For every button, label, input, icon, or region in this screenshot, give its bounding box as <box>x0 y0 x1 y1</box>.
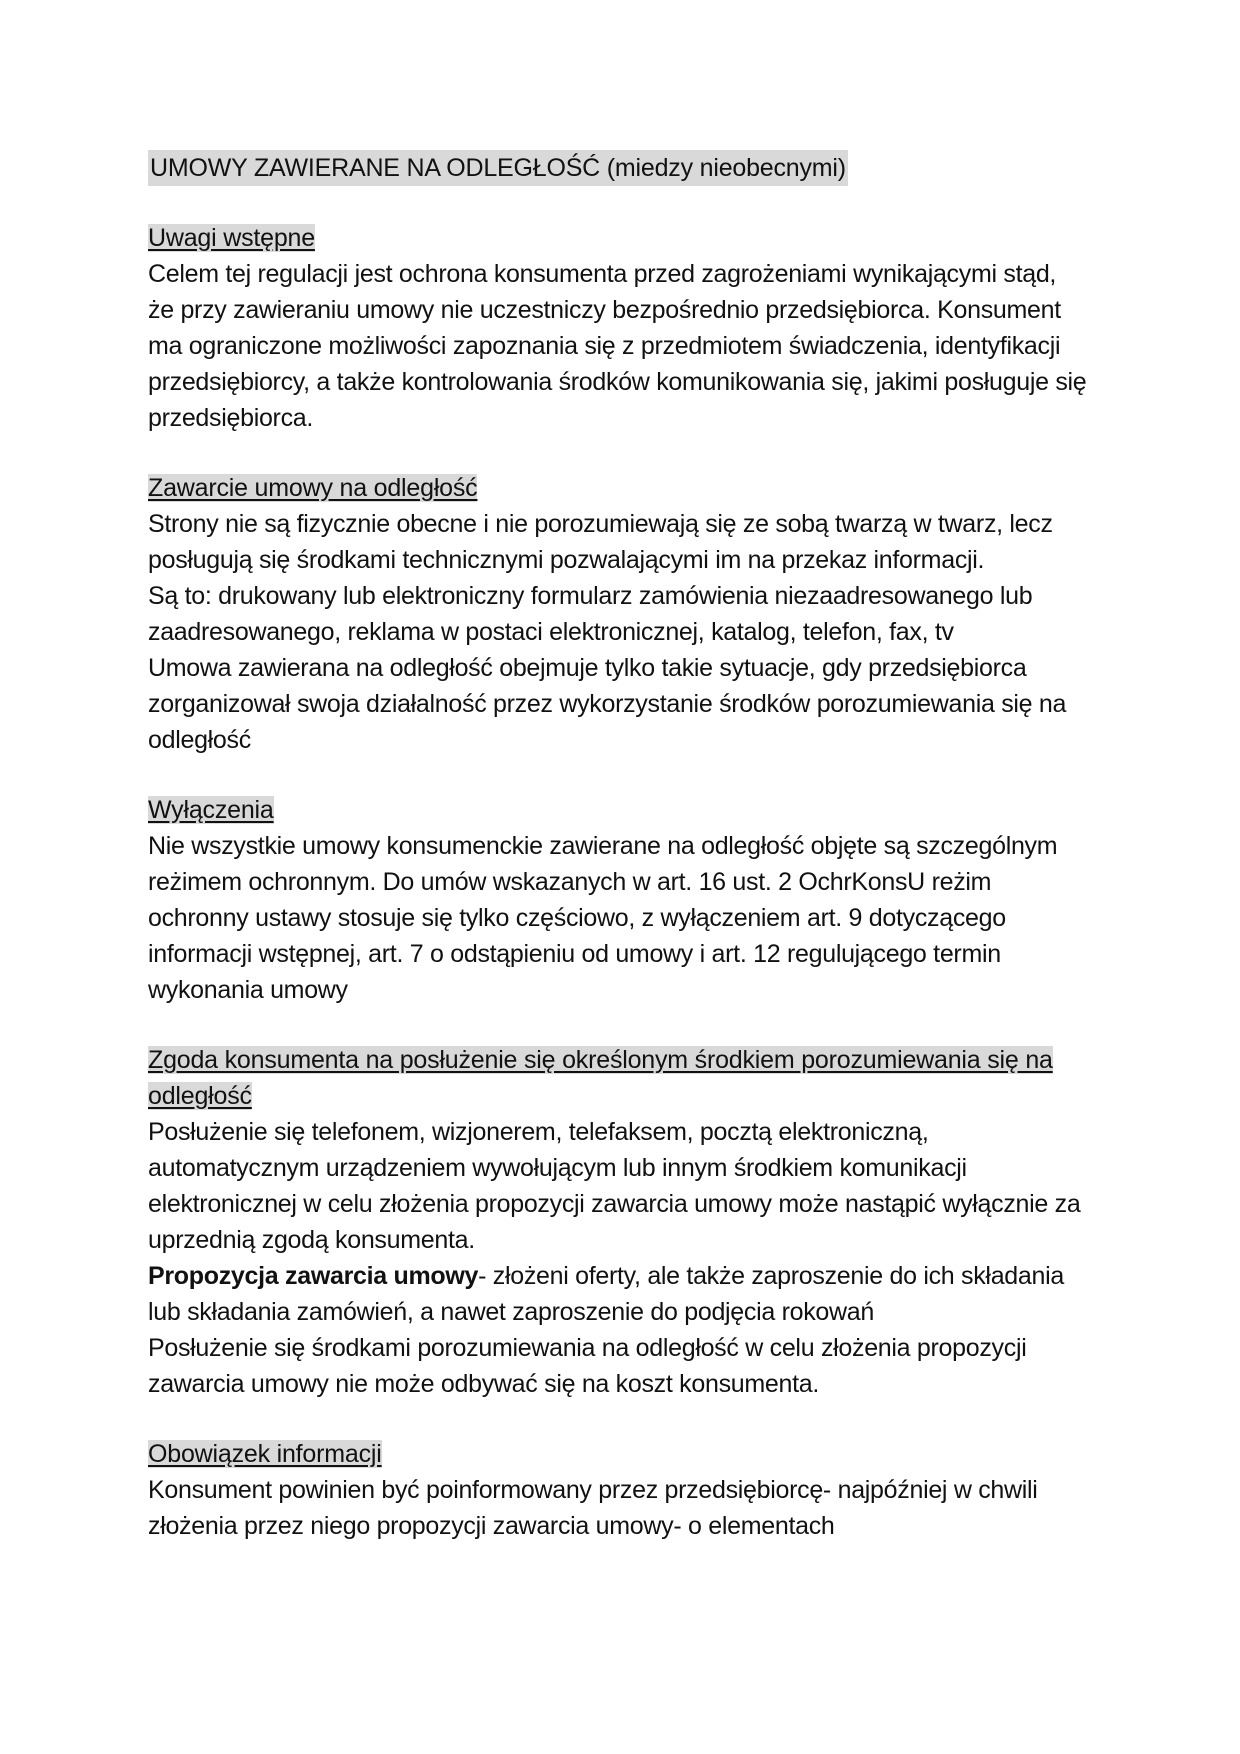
paragraph: Posłużenie się środkami porozumiewania na odległość w celu złożenia propozycji zawarcia umowy nie może odbywać się na koszt konsumenta. <box>148 1334 1027 1398</box>
paragraph: Są to: drukowany lub elektroniczny formularz zamówienia niezaadresowanego lub zaadresowanego, reklama w postaci elektronicznej, katalog, telefon, fax, tv <box>148 582 1033 646</box>
section-heading: Uwagi wstępne <box>148 224 315 252</box>
section-zgoda-konsumenta <box>148 1042 1088 1402</box>
section-heading: Obowiązek informacji <box>148 1440 382 1468</box>
paragraph: Nie wszystkie umowy konsumenckie zawierane na odległość objęte są szczególnym reżimem ochronnym. Do umów wskazanych w art. 16 ust. 2 OchrKonsU reżim ochronny ustawy stosuje się tylko częściowo, z wyłączeniem art. 9 dotyczącego informacji wstępnej, art. 7 o odstąpieniu od umowy i art. 12 regulującego termin wykonania umowy <box>148 832 1058 1004</box>
document-title: UMOWY ZAWIERANE NA ODLEGŁOŚĆ (miedzy nieobecnymi) <box>148 150 848 186</box>
paragraph <box>148 1258 1088 1330</box>
section-zawarcie-umowy <box>148 470 1088 758</box>
section-wylaczenia <box>148 792 1088 1008</box>
bold-term: Propozycja zawarcia umowy <box>148 1262 479 1290</box>
section-uwagi-wstepne <box>148 220 1088 436</box>
definition-text: - złożeni oferty, ale także zaproszenie do ich składania lub składania zamówień, a nawet zaproszenie do podjęcia rokowań <box>148 1262 1064 1326</box>
document-body <box>148 150 1088 1578</box>
paragraph: Strony nie są fizycznie obecne i nie porozumiewają się ze sobą twarzą w twarz, lecz posługują się środkami technicznymi pozwalającymi im na przekaz informacji. <box>148 510 1053 574</box>
paragraph: Posłużenie się telefonem, wizjonerem, telefaksem, pocztą elektroniczną, automatycznym urządzeniem wywołującym lub innym środkiem komunikacji elektronicznej w celu złożenia propozycji zawarcia umowy może nastąpić wyłącznie za uprzednią zgodą konsumenta. <box>148 1118 1081 1254</box>
section-heading: Zgoda konsumenta na posłużenie się określonym środkiem porozumiewania się na odległość <box>148 1046 1053 1110</box>
section-obowiazek-informacji <box>148 1436 1088 1544</box>
paragraph: Konsument powinien być poinformowany przez przedsiębiorcę- najpóźniej w chwili złożenia przez niego propozycji zawarcia umowy- o elementach <box>148 1476 1038 1540</box>
section-heading: Wyłączenia <box>148 796 274 824</box>
paragraph: Celem tej regulacji jest ochrona konsumenta przed zagrożeniami wynikającymi stąd, że przy zawieraniu umowy nie uczestniczy bezpośrednio przedsiębiorca. Konsument ma ograniczone możliwości zapoznania się z przedmiotem świadczenia, identyfikacji przedsiębiorcy, a także kontrolowania środków komunikowania się, jakimi posługuje się przedsiębiorca. <box>148 260 1087 432</box>
paragraph: Umowa zawierana na odległość obejmuje tylko takie sytuacje, gdy przedsiębiorca zorganizował swoja działalność przez wykorzystanie środków porozumiewania się na odległość <box>148 654 1067 754</box>
section-heading: Zawarcie umowy na odległość <box>148 474 478 502</box>
